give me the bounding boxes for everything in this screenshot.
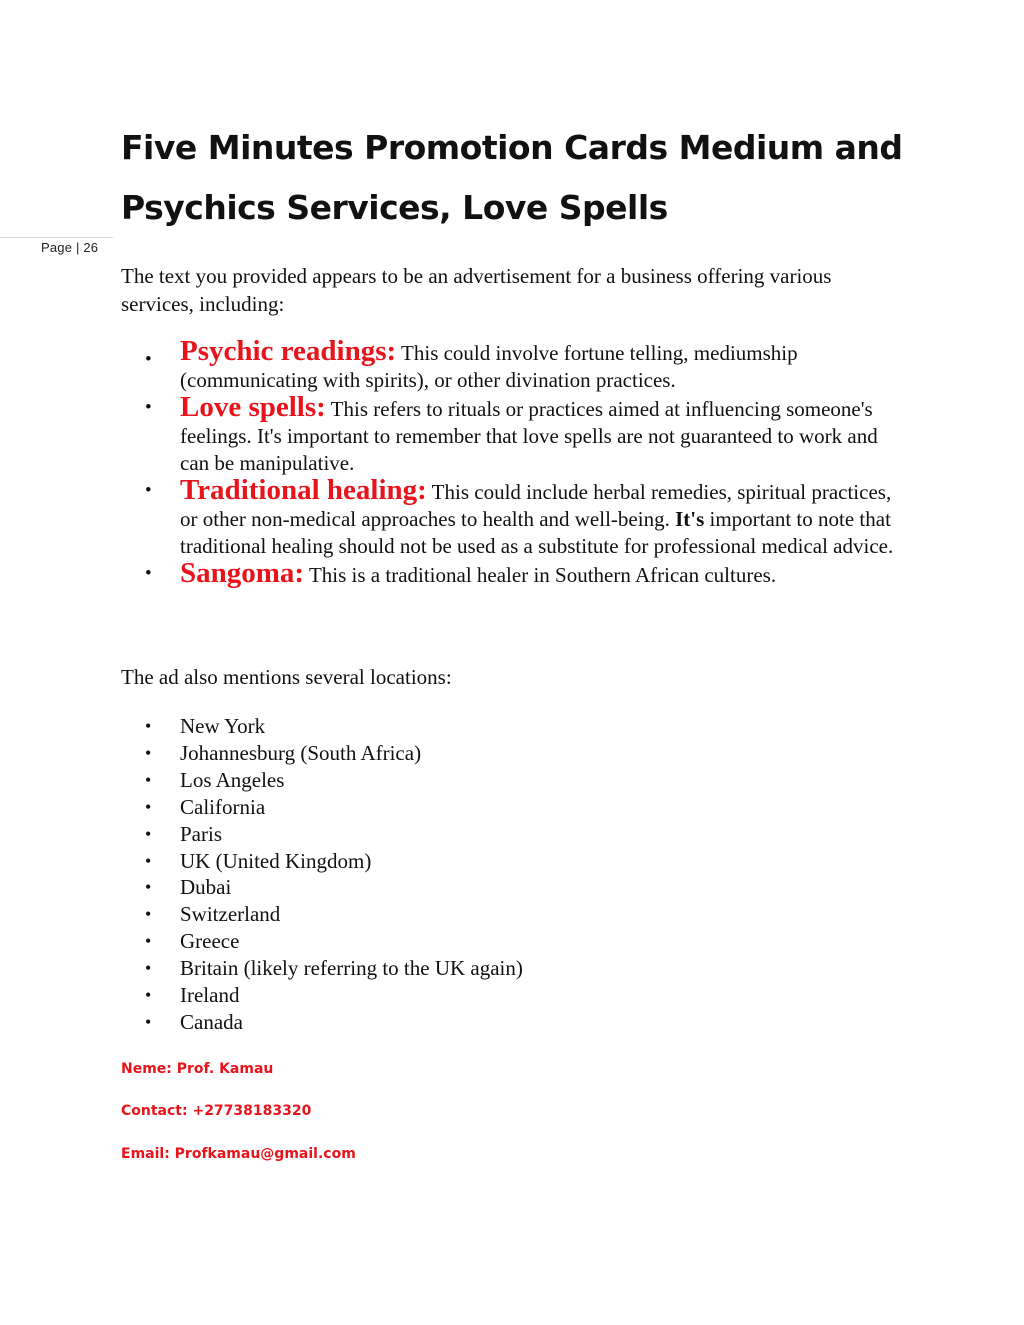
service-description: This could include herbal remedies, spiritual practices, or other non-medical approaches to health and well-being. [180, 480, 892, 531]
service-item [121, 391, 911, 477]
locations-intro: The ad also mentions several locations: [121, 665, 452, 689]
service-term: Love spells: [180, 391, 326, 423]
location-item: • Britain (likely referring to the UK again) [121, 955, 821, 982]
page-number-marker: Page | 26 [41, 240, 99, 255]
document-title: Five Minutes Promotion Cards Medium and Psychics Services, Love Spells [121, 128, 903, 227]
location-item: • Switzerland [121, 901, 821, 928]
location-item: • Los Angeles [121, 767, 821, 794]
location-item: • New York [121, 713, 821, 740]
service-item [121, 474, 911, 560]
location-item: • Greece [121, 928, 821, 955]
location-item: • Johannesburg (South Africa) [121, 740, 821, 767]
service-term: Sangoma: [180, 557, 305, 589]
contact-name: Neme: Prof. Kamau [121, 1061, 274, 1077]
service-item [121, 557, 911, 589]
location-item: • Dubai [121, 874, 821, 901]
location-item: • Canada [121, 1009, 821, 1036]
service-description-continued: important to note that traditional healing should not be used as a substitute for professional medical advice. [180, 507, 894, 558]
location-item: • California [121, 794, 821, 821]
service-description: This could involve fortune telling, mediumship (communicating with spirits), or other divination practices. [180, 341, 798, 392]
services-list [121, 335, 911, 589]
service-description: This is a traditional healer in Southern African cultures. [304, 563, 777, 587]
service-term: Psychic readings: [180, 335, 397, 367]
page-marker-divider [0, 237, 113, 238]
contact-phone: Contact: +27738183320 [121, 1103, 312, 1119]
service-description: This refers to rituals or practices aimed at influencing someone's feelings. It's important to remember that love spells are not guaranteed to work and can be manipulative. [180, 397, 878, 475]
service-item [121, 335, 911, 394]
location-item: • UK (United Kingdom) [121, 848, 821, 875]
locations-list [121, 713, 821, 1036]
service-term: Traditional healing: [180, 474, 427, 506]
location-item: • Paris [121, 821, 821, 848]
contact-email: Email: Profkamau@gmail.com [121, 1146, 356, 1162]
intro-paragraph: The text you provided appears to be an advertisement for a business offering various services, including: [121, 264, 832, 316]
service-emphasis: It's [675, 507, 705, 531]
location-item: • Ireland [121, 982, 821, 1009]
